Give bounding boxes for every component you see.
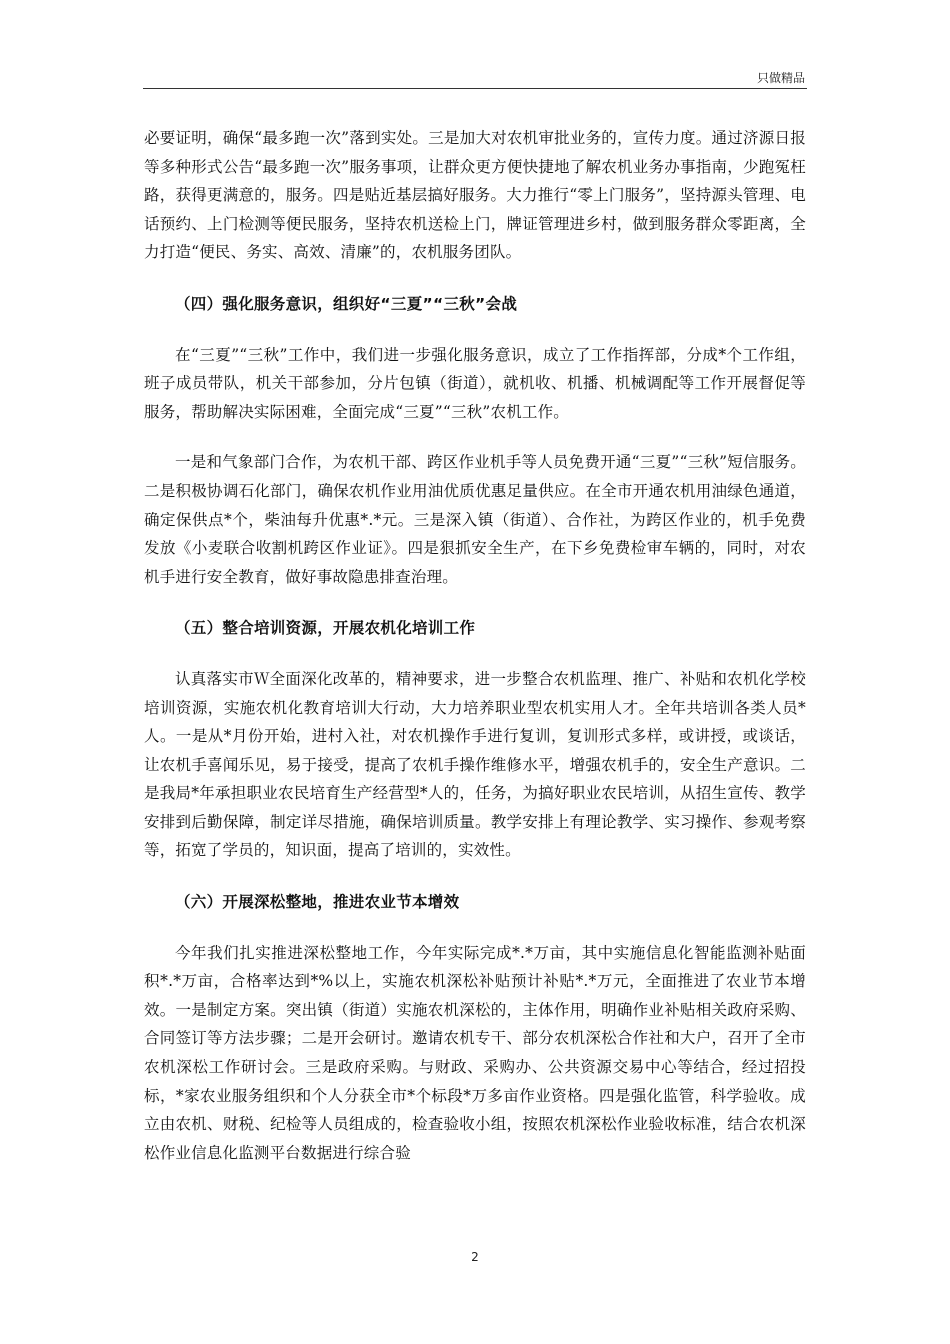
body-paragraph-continued: 必要证明，确保“最多跑一次”落到实处。三是加大对农机审批业务的，宣传力度。通过济源日报等多种形式公告“最多跑一次”服务事项，让群众更方便快捷地了解农机业务办事指南，少跑冤枉路，获得更满意的，服务。四是贴近基层搞好服务。大力推行“零上门服务”，坚持源头管理、电话预约、上门检测等便民服务，坚持农机送检上门，牌证管理进乡村，做到服务群众零距离，全力打造“便民、务实、高效、清廉”的，农机服务团队。: [144, 129, 806, 262]
page-header-text: 只做精品: [756, 71, 805, 85]
spacer: [144, 267, 806, 290]
spacer: [144, 917, 806, 939]
spacer: [144, 426, 806, 448]
body-paragraph: 一是和气象部门合作，为农机干部、跨区作业机手等人员免费开通“三夏”“三秋”短信服务。二是积极协调石化部门，确保农机作业用油优质优惠足量供应。在全市开通农机用油绿色通道，确定保供点*个，柴油每升优惠*.*元。三是深入镇（街道）、合作社，为跨区作业的，机手免费发放《小麦联合收割机跨区作业证》。四是狠抓安全生产，在下乡免费检审车辆的，同时，对农机手进行安全教育，做好事故隐患排查治理。: [144, 453, 806, 586]
body-paragraph: 今年我们扎实推进深松整地工作，今年实际完成*.*万亩，其中实施信息化智能监测补贴面积*.*万亩，合格率达到*%以上，实施农机深松补贴预计补贴*.*万元，全面推进了农业节本增效。一是制定方案。突出镇（街道）实施农机深松的，主体作用，明确作业补贴相关政府采购、合同签订等方法步骤；二是开会研讨。邀请农机专干、部分农机深松合作社和大户，召开了全市农机深松工作研讨会。三是政府采购。与财政、采购办、公共资源交易中心等结合，经过招投标，*家农业服务组织和个人分获全市*个标段*万多亩作业资格。四是强化监管，科学验收。成立由农机、财税、纪检等人员组成的，检查验收小组，按照农机深松作业验收标准，结合农机深松作业信息化监测平台数据进行综合验: [144, 943, 806, 1162]
section-heading-4: （四）强化服务意识，组织好“三夏”“三秋”会战: [175, 294, 518, 313]
document-body: [144, 124, 806, 1167]
section-heading-6: （六）开展深松整地，推进农业节本增效: [175, 893, 460, 912]
spacer: [144, 591, 806, 614]
body-paragraph: 在“三夏”“三秋”工作中，我们进一步强化服务意识，成立了工作指挥部，分成*个工作组，班子成员带队，机关干部参加，分片包镇（街道），就机收、机播、机械调配等工作开展督促等服务，帮助解决实际困难，全面完成“三夏”“三秋”农机工作。: [144, 345, 806, 421]
spacer: [144, 319, 806, 341]
header-divider: [143, 88, 807, 89]
spacer: [144, 865, 806, 888]
body-paragraph: 认真落实市Ｗ全面深化改革的，精神要求，进一步整合农机监理、推广、补贴和农机化学校培训资源，实施农机化教育培训大行动，大力培养职业型农机实用人才。全年共培训各类人员*人。一是从*月份开始，进村入社，对农机操作手进行复训，复训形式多样，或讲授，或谈话，让农机手喜闻乐见，易于接受，提高了农机手操作维修水平，增强农机手的，安全生产意识。二是我局*年承担职业农民培育生产经营型*人的，任务，为搞好职业农民培训，从招生宣传、教学安排到后勤保障，制定详尽措施，确保培训质量。教学安排上有理论教学、实习操作、参观考察等，拓宽了学员的，知识面，提高了培训的，实效性。: [144, 669, 806, 860]
page-number: 2: [471, 1250, 479, 1264]
spacer: [144, 643, 806, 665]
section-heading-5: （五）整合培训资源，开展农机化培训工作: [175, 619, 476, 638]
